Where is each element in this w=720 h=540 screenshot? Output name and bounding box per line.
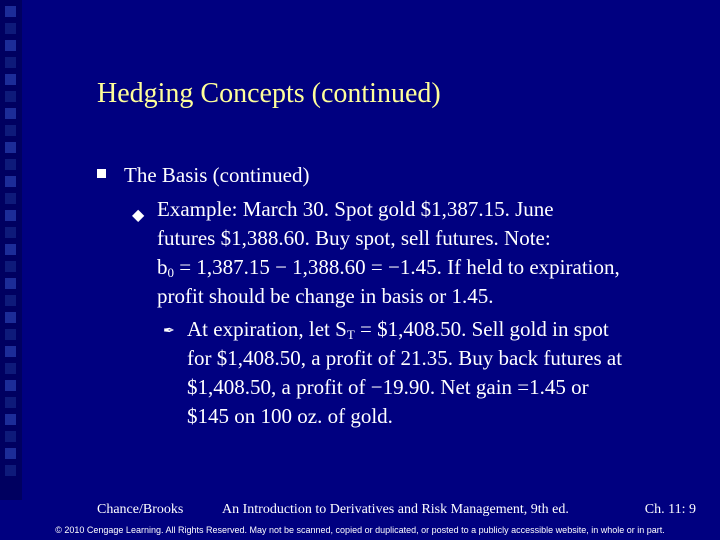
decorative-square [5,210,16,221]
decorative-square [5,380,16,391]
decorative-square [5,465,16,476]
decorative-square [5,346,16,357]
example-line-3 [157,253,702,282]
square-bullet-icon [97,169,106,178]
decorative-square [5,414,16,425]
decorative-square [5,57,16,68]
decorative-square [5,261,16,272]
decorative-square [5,244,16,255]
decorative-square [5,159,16,170]
pen-bullet-icon: ✒ [163,324,175,339]
example-line-2: futures $1,388.60. Buy spot, sell futures. Note: [157,226,551,250]
decorative-square [5,74,16,85]
decorative-square [5,431,16,442]
spot-value: = $1,408.50. Sell gold in spot [354,317,609,341]
decorative-square [5,278,16,289]
diamond-bullet-icon: ◆ [132,207,145,224]
decorative-square [5,176,16,187]
decorative-square [5,108,16,119]
decorative-square [5,312,16,323]
footer-author: Chance/Brooks [97,502,184,517]
decorative-square [5,295,16,306]
example-line-1: Example: March 30. Spot gold $1,387.15. June [157,197,554,221]
decorative-square [5,23,16,34]
basis-symbol: b [157,255,168,279]
decorative-square [5,363,16,374]
expiration-line-1 [187,315,707,344]
basis-subscript: 0 [167,265,174,280]
decorative-strip [0,0,22,500]
expiration-line-3: $1,408.50, a profit of −19.90. Net gain =1.45 or [187,375,589,399]
decorative-square [5,6,16,17]
example-paragraph [157,195,702,311]
example-line-4: profit should be change in basis or 1.45. [157,284,494,308]
decorative-square [5,40,16,51]
slide-title: Hedging Concepts (continued) [97,78,441,109]
decorative-square [5,125,16,136]
footer-book-title: An Introduction to Derivatives and Risk Management, 9th ed. [222,502,569,517]
spot-subscript: T [346,327,355,342]
expiration-paragraph [187,315,707,431]
spot-symbol: At expiration, let S [187,317,347,341]
footer-page-number: Ch. 11: 9 [644,502,696,517]
decorative-square [5,329,16,340]
bullet-basis: The Basis (continued) [124,163,310,187]
decorative-square [5,448,16,459]
decorative-square [5,142,16,153]
basis-equation: = 1,387.15 − 1,388.60 = −1.45. If held to expiration, [174,255,620,279]
expiration-line-4: $145 on 100 oz. of gold. [187,404,393,428]
expiration-line-2: for $1,408.50, a profit of 21.35. Buy back futures at [187,346,623,370]
decorative-square [5,227,16,238]
decorative-square [5,397,16,408]
copyright-notice: © 2010 Cengage Learning. All Rights Reserved. May not be scanned, copied or duplicated, or posted to a publicly accessible website, in whole or in part. [55,525,665,535]
decorative-square [5,193,16,204]
decorative-square [5,91,16,102]
